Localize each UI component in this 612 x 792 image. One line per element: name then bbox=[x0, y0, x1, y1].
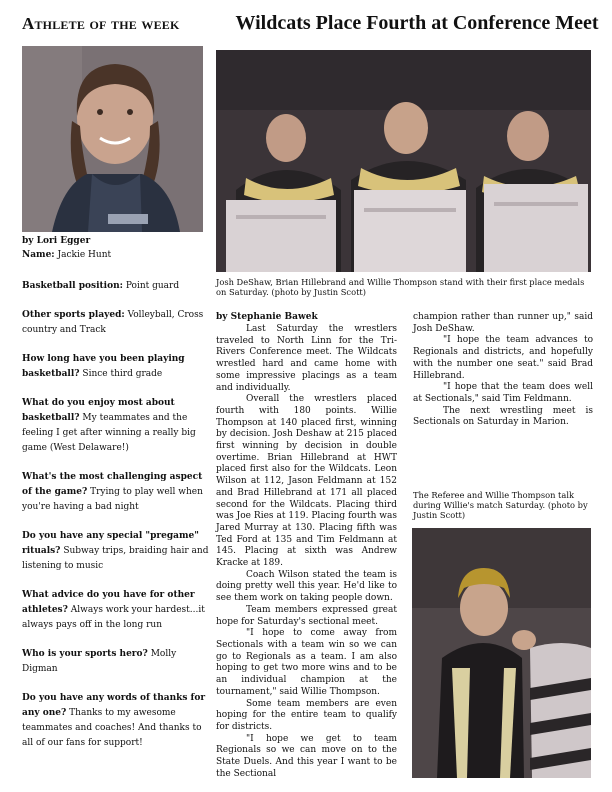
referee-photo bbox=[412, 528, 591, 778]
qa-item: What do you enjoy most about basketball? My teammates and the feeling I get after winning a really big game (West Delaware!) bbox=[22, 398, 196, 453]
qa-item: What advice do you have for other athletes? Always work your hardest...it always pays off in the long run bbox=[22, 590, 205, 630]
qa-item: How long have you been playing basketball? Since third grade bbox=[22, 354, 185, 379]
paragraph: Team members expressed great hope for Saturday's sectional meet. bbox=[216, 604, 397, 627]
article-column-2 bbox=[413, 312, 593, 429]
paragraph: "I hope that the team does well at Sectionals," said Tim Feldmann. bbox=[413, 382, 593, 404]
athlete-qa-list bbox=[22, 279, 212, 765]
article-byline: by Stephanie Bawek bbox=[216, 312, 318, 322]
paragraph: "I hope we get to team Regionals so we can move on to the State Duels. And this year I want to be the Sectional bbox=[216, 733, 397, 779]
bottom-photo-caption: The Referee and Willie Thompson talk during Willie's match Saturday. (photo by Justin Scott) bbox=[413, 490, 588, 520]
athlete-byline: by Lori Egger bbox=[22, 236, 91, 246]
name-value: Jackie Hunt bbox=[57, 250, 112, 260]
name-label: Name: bbox=[22, 250, 55, 260]
paragraph: "I hope the team advances to Regionals and districts, and hopefully with the number one seat." said Brad Hillebrand. bbox=[413, 335, 593, 381]
article-column-1 bbox=[216, 324, 397, 780]
paragraph: Some team members are even hoping for the entire team to qualify for districts. bbox=[216, 698, 397, 732]
athlete-section-title: Athlete of the week bbox=[22, 14, 180, 33]
qa-item: Other sports played: Volleyball, Cross country and Track bbox=[22, 310, 204, 335]
qa-item: Basketball position: Point guard bbox=[22, 281, 180, 291]
paragraph: Overall the wrestlers placed fourth with 180 points. Willie Thompson at 140 placed first, winning by decision. Josh Deshaw at 215 placed first winning by decision in double overtime. Brian Hillebrand at HWT placed first also for the Wildcats. Leon Wilson at 112, Jason Feldmann at 152 and Brad Hillebrand at 171 all placed second for the Wildcats. Placing third was Joe Ries at 119. Placing fourth was Jared Murray at 130. Placing fifth was Ted Ford at 135 and Tim Feldmann at 145. Placing at sixth was Andrew Kracke at 189. bbox=[216, 394, 397, 569]
athlete-photo bbox=[22, 46, 203, 232]
paragraph: "I hope to come away from Sectionals with a team win so we can go to Regionals as a team. I am also hoping to get two more wins and to be an individual champion at the tournament," said Willie Thompson. bbox=[216, 628, 397, 697]
paragraph: champion rather than runner up," said Josh DeShaw. bbox=[413, 312, 593, 334]
qa-item: Do you have any words of thanks for any one? Thanks to my awesome teammates and coaches! And thanks to all of our fans for support! bbox=[22, 693, 206, 748]
paragraph: Coach Wilson stated the team is doing pretty well this year. He'd like to see them work on taking people down. bbox=[216, 569, 397, 604]
paragraph: Last Saturday the wrestlers traveled to North Linn for the Tri-Rivers Conference meet. The Wildcats wrestled hard and came home with some impressive placings as a team and individually. bbox=[216, 324, 397, 393]
article-headline: Wildcats Place Fourth at Conference Meet bbox=[235, 12, 599, 34]
paragraph: The next wrestling meet is Sectionals on Saturday in Marion. bbox=[413, 405, 593, 428]
top-photo-caption: Josh DeShaw, Brian Hillebrand and Willie Thompson stand with their first place medals on Saturday. (photo by Justin Scott) bbox=[216, 277, 585, 297]
qa-item: Do you have any special "pregame" rituals? Subway trips, braiding hair and listening to music bbox=[22, 531, 209, 571]
qa-item: What's the most challenging aspect of the game? Trying to play well when you're having a bad night bbox=[22, 472, 203, 512]
athlete-name bbox=[22, 250, 111, 260]
qa-item: Who is your sports hero? Molly Digman bbox=[22, 649, 177, 674]
wrestlers-photo bbox=[216, 50, 591, 272]
